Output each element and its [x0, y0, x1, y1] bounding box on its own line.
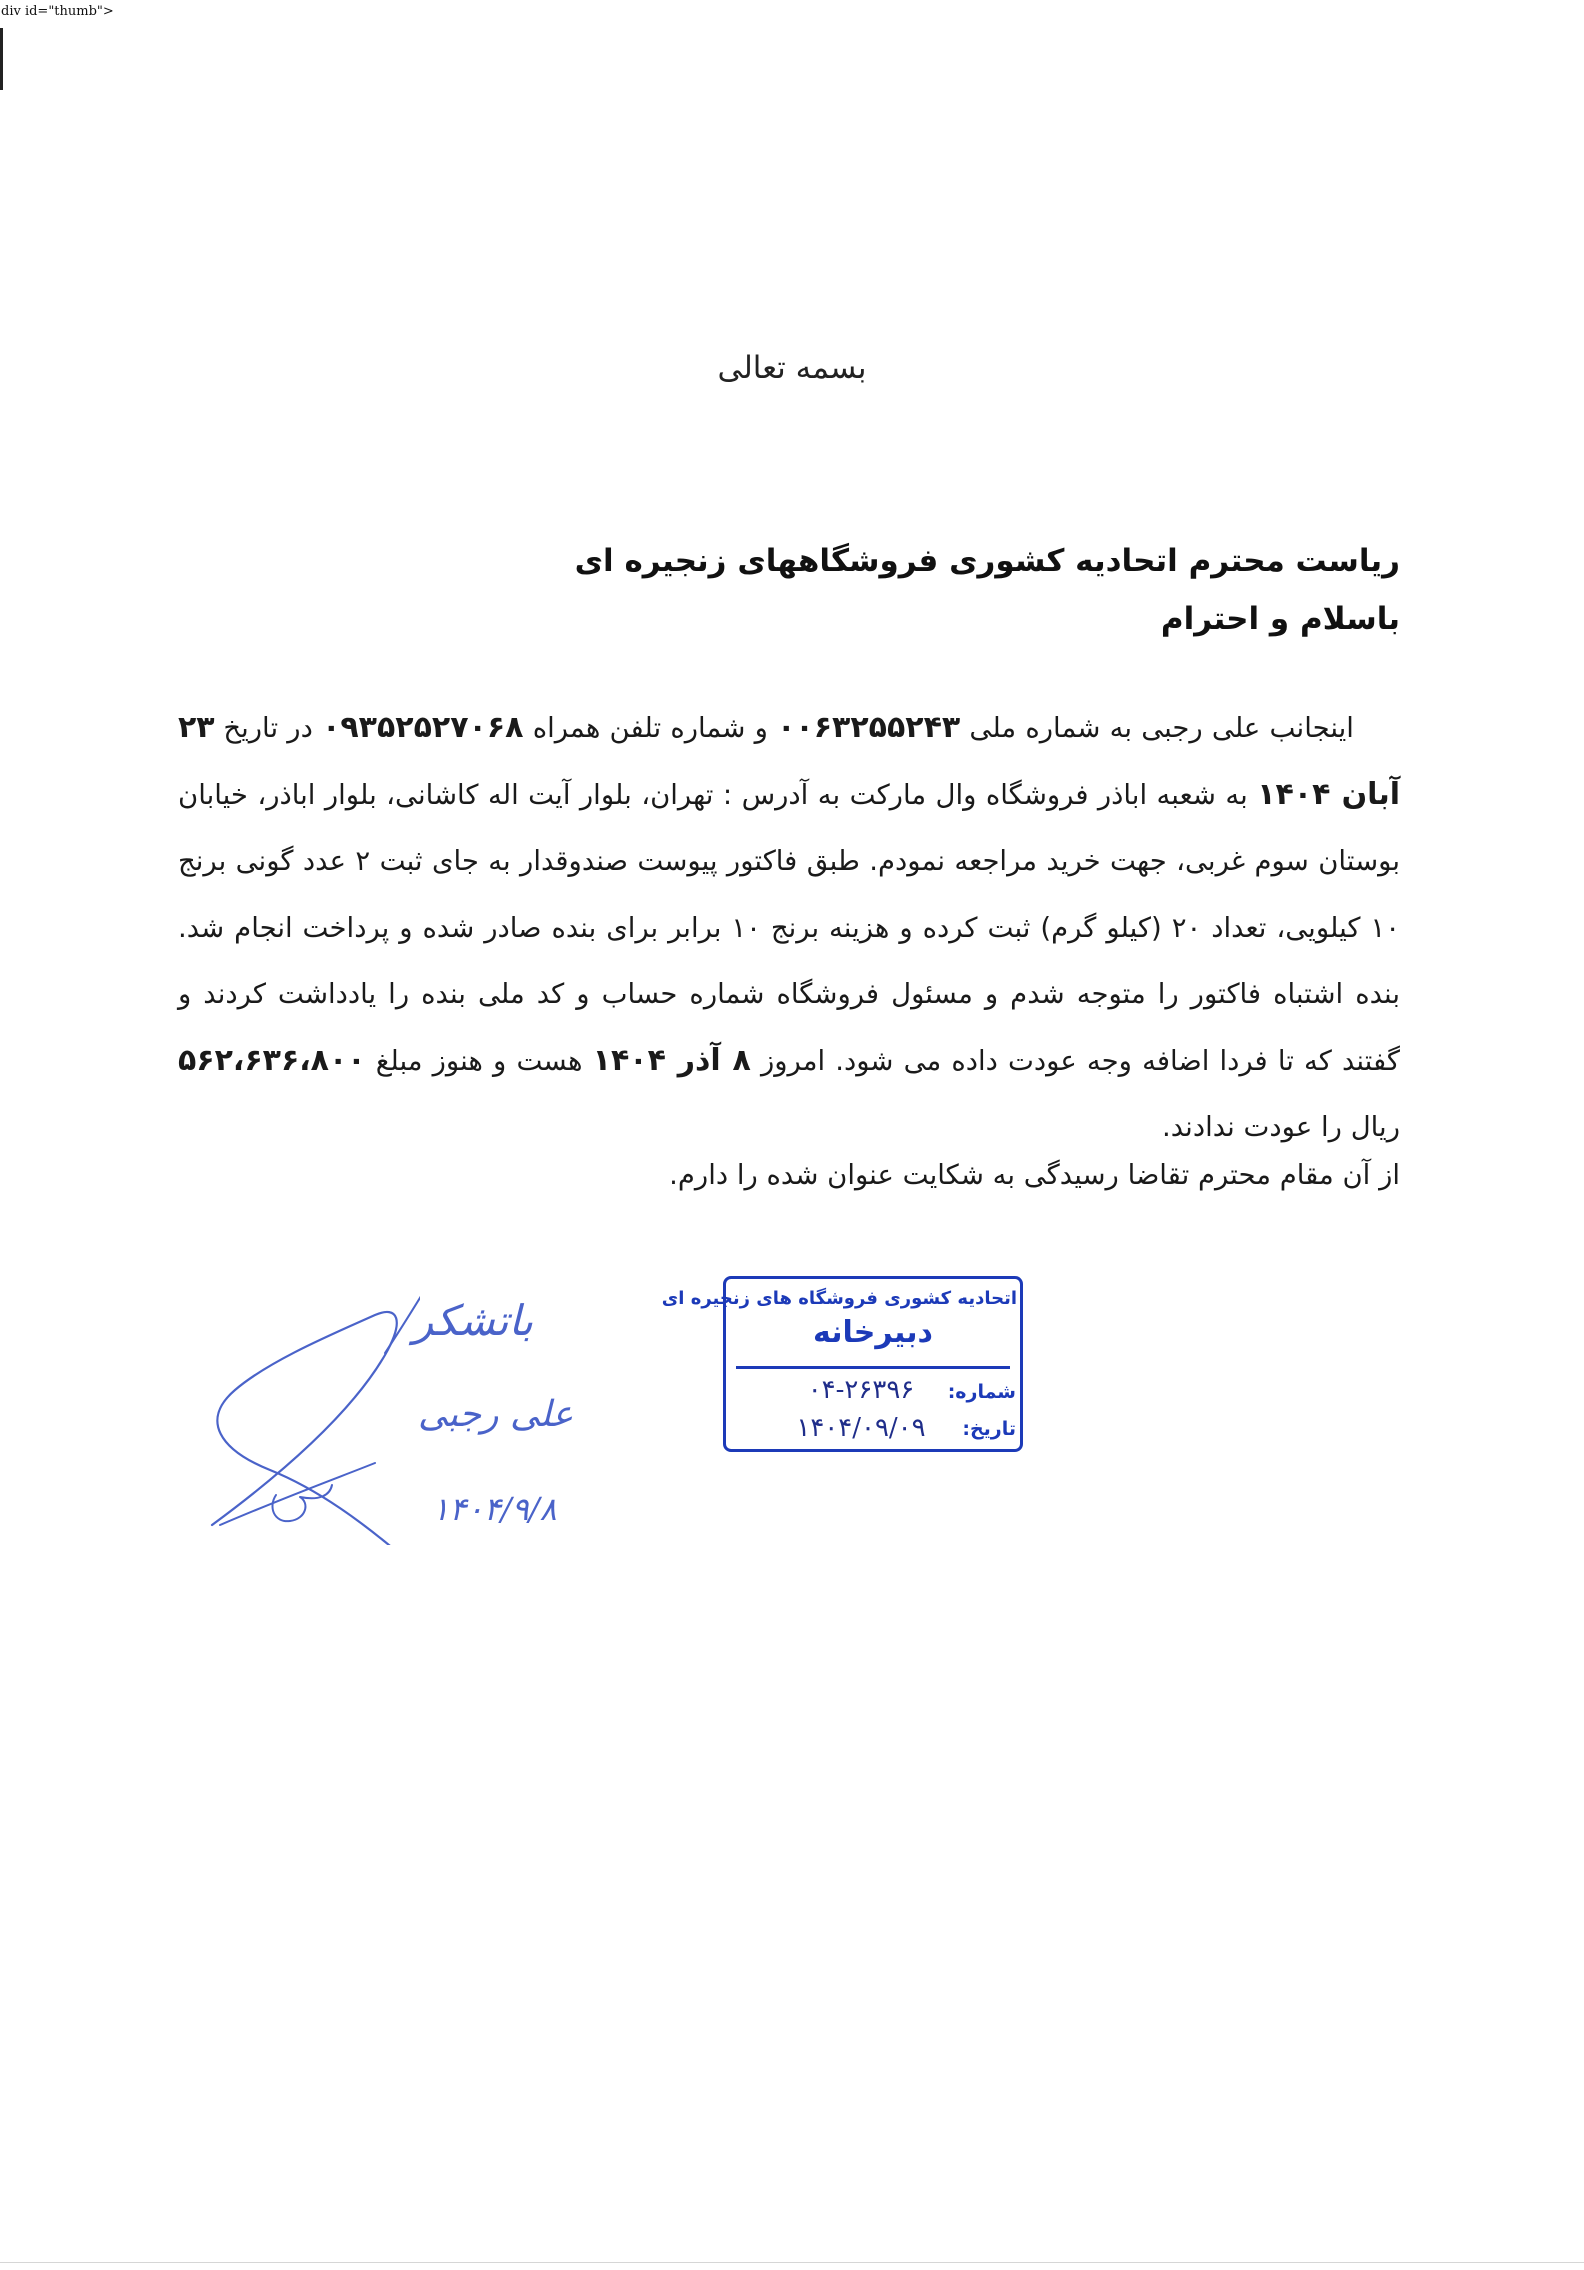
refund-amount: ۵۶۲،۶۳۶،۸۰۰ — [178, 1042, 366, 1078]
stamp-number-label: شماره: — [947, 1381, 1016, 1403]
greeting-line: باسلام و احترام — [1160, 601, 1400, 637]
body-text-segment: و شماره تلفن همراه — [532, 712, 768, 744]
stamp-divider — [736, 1366, 1010, 1369]
stamp-number-value: ۰۴-۲۶۳۹۶ — [807, 1375, 915, 1405]
body-text-segment: اینجانب علی رجبی به شماره ملی — [969, 712, 1354, 744]
signature-thanks: باتشکر — [413, 1296, 534, 1345]
request-line: از آن مقام محترم تقاضا رسیدگی به شکایت عنوان شده را دارم. — [669, 1159, 1400, 1191]
signature-date: ۱۴۰۴/۹/۸ — [432, 1490, 557, 1528]
signature-name: علی رجبی — [418, 1394, 574, 1435]
secretariat-stamp — [661, 1276, 1023, 1452]
body-text-segment: در تاریخ — [223, 712, 313, 744]
stamp-office: دبیرخانه — [813, 1315, 933, 1350]
signature-scribble — [160, 1245, 420, 1545]
current-date: ۸ آذر ۱۴۰۴ — [592, 1042, 751, 1078]
body-text-segment: ریال را عودت ندادند. — [1162, 1111, 1400, 1143]
body-text-segment: به شعبه اباذر فروشگاه وال مارکت به آدرس : تهران، بلوار آیت اله کاشانی، بلوار اباذر، خیابان بوستان سوم غربی، جهت خرید مراجعه نمودم. طبق فاکتور پیوست صندوقدار به جای ثبت ۲ عدد گونی برنج ۱۰ کیلویی، تعداد ۲۰ (کیلو گرم) ثبت کرده و هزینه برنج ۱۰ برابر برای بنده صادر شده و پرداخت انجام شد. بنده اشتباه فاکتور را متوجه شدم و مسئول فروشگاه شماره حساب و کد ملی بنده را یادداشت کردند و گفتند که تا فردا اضافه وجه عودت داده می شود. امروز — [178, 778, 1401, 1077]
letter-heading: بسمه تعالی — [717, 350, 867, 386]
national-id: ۰۰۶۳۲۵۵۲۴۳ — [777, 710, 961, 745]
phone-number: ۰۹۳۵۲۵۲۷۰۶۸ — [322, 710, 524, 745]
stamp-date-value: ۱۴۰۴/۰۹/۰۹ — [796, 1413, 926, 1443]
scan-border-line — [0, 2262, 1584, 2263]
stamp-organization: اتحادیه کشوری فروشگاه های زنجیره ای — [661, 1288, 1017, 1309]
stamp-date-label: تاریخ: — [962, 1418, 1016, 1440]
letter-body — [178, 695, 1400, 1161]
addressee-line: ریاست محترم اتحادیه کشوری فروشگاههای زنجیره ای — [574, 543, 1400, 579]
scan-edge-mark — [0, 28, 3, 90]
purchase-date: ۲۳ آبان ۱۴۰۴ — [178, 710, 1400, 812]
body-text-segment: هست و هنوز مبلغ — [375, 1044, 583, 1077]
addressee-block — [200, 532, 1400, 648]
stray-markup-text: div id="thumb"> — [1, 4, 114, 19]
